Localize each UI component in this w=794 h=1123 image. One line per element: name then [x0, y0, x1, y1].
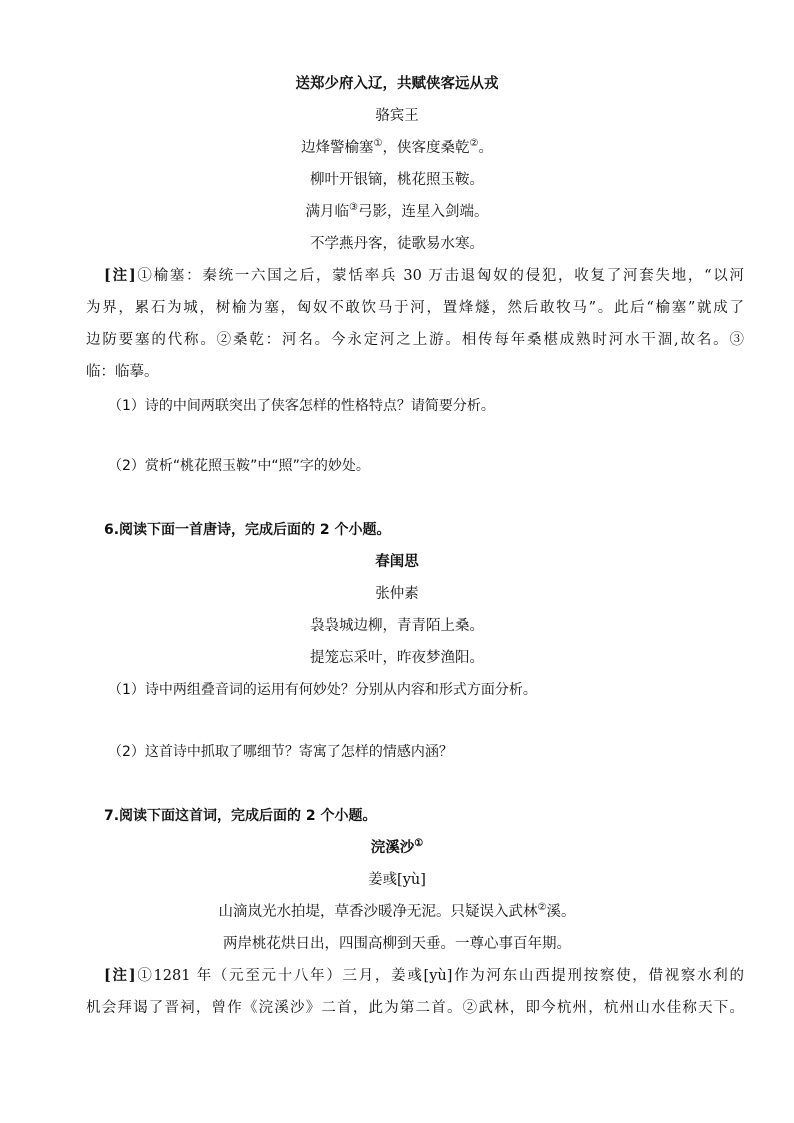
- q6-heading: 6.阅读下面一首唐诗，完成后面的 2 个小题。: [104, 522, 391, 538]
- poem1-title: 送郑少府入辽，共赋侠客远从戎: [295, 75, 499, 92]
- note-tag: [注]: [104, 967, 136, 984]
- q6-question-1: （1）诗中两组叠音词的运用有何妙处？分别从内容和形式方面分析。: [108, 682, 537, 698]
- q6-question-2: （2）这首诗中抓取了哪细节？寄寓了怎样的情感内涵？: [108, 744, 453, 760]
- poem1-note-line-2: 为界，累石为城，树榆为塞，匈奴不敢饮马于河，置烽燧，然后敢牧马”。此后“榆塞”就成了: [86, 300, 744, 316]
- poem1-note-line-4: 临：临摹。: [86, 364, 159, 380]
- poem1-line-1: 边烽警榆塞①，侠客度桑乾②。: [301, 138, 493, 156]
- poem1-note-line-1: [注]①榆塞：秦统一六国之后，蒙恬率兵 30 万击退匈奴的侵犯，收复了河套失地，“以河: [104, 267, 744, 284]
- poem1-line-4: 不学燕丹客，徒歌易水寒。: [310, 236, 484, 252]
- q7-line-2: 两岸桃花烘日出，四围高柳到天垂。一尊心事百年期。: [223, 936, 571, 952]
- q7-heading: 7.阅读下面这首词，完成后面的 2 个小题。: [104, 808, 377, 824]
- poem1-note-line-3: 边防要塞的代称。②桑乾：河名。今永定河之上游。相传每年桑椹成熟时河水干涸,故名。③: [86, 332, 744, 348]
- poem1-line-3: 满月临③弓影，连星入剑端。: [305, 202, 489, 220]
- q6-line-1: 袅袅城边柳，青青陌上桑。: [310, 618, 484, 634]
- q7-title: 浣溪沙①: [370, 838, 424, 856]
- poem1-author: 骆宾王: [375, 108, 419, 124]
- note-tag: [注]: [104, 267, 136, 284]
- q7-line-1: 山滴岚光水拍堤，草香沙暖净无泥。只疑误入武林②溪。: [218, 902, 576, 920]
- q7-note-line-2: 机会拜谒了晋祠，曾作《浣溪沙》二首，此为第二首。②武林，即今杭州，杭州山水佳称天下。: [86, 1000, 744, 1016]
- q6-author: 张仲素: [375, 586, 419, 602]
- q7-note-line-1: [注]①1281 年（元至元十八年）三月，姜彧[yù]作为河东山西提刑按察使，借视察水利的: [104, 967, 744, 984]
- poem1-question-2: （2）赏析“桃花照玉鞍”中“照”字的妙处。: [108, 458, 370, 474]
- q6-title: 春闺思: [375, 553, 419, 570]
- q7-author: 姜彧[yù]: [368, 872, 426, 888]
- q6-line-2: 提笼忘采叶，昨夜梦渔阳。: [310, 650, 484, 666]
- poem1-line-2: 柳叶开银镝，桃花照玉鞍。: [310, 172, 484, 188]
- poem1-question-1: （1）诗的中间两联突出了侠客怎样的性格特点？请简要分析。: [108, 398, 495, 414]
